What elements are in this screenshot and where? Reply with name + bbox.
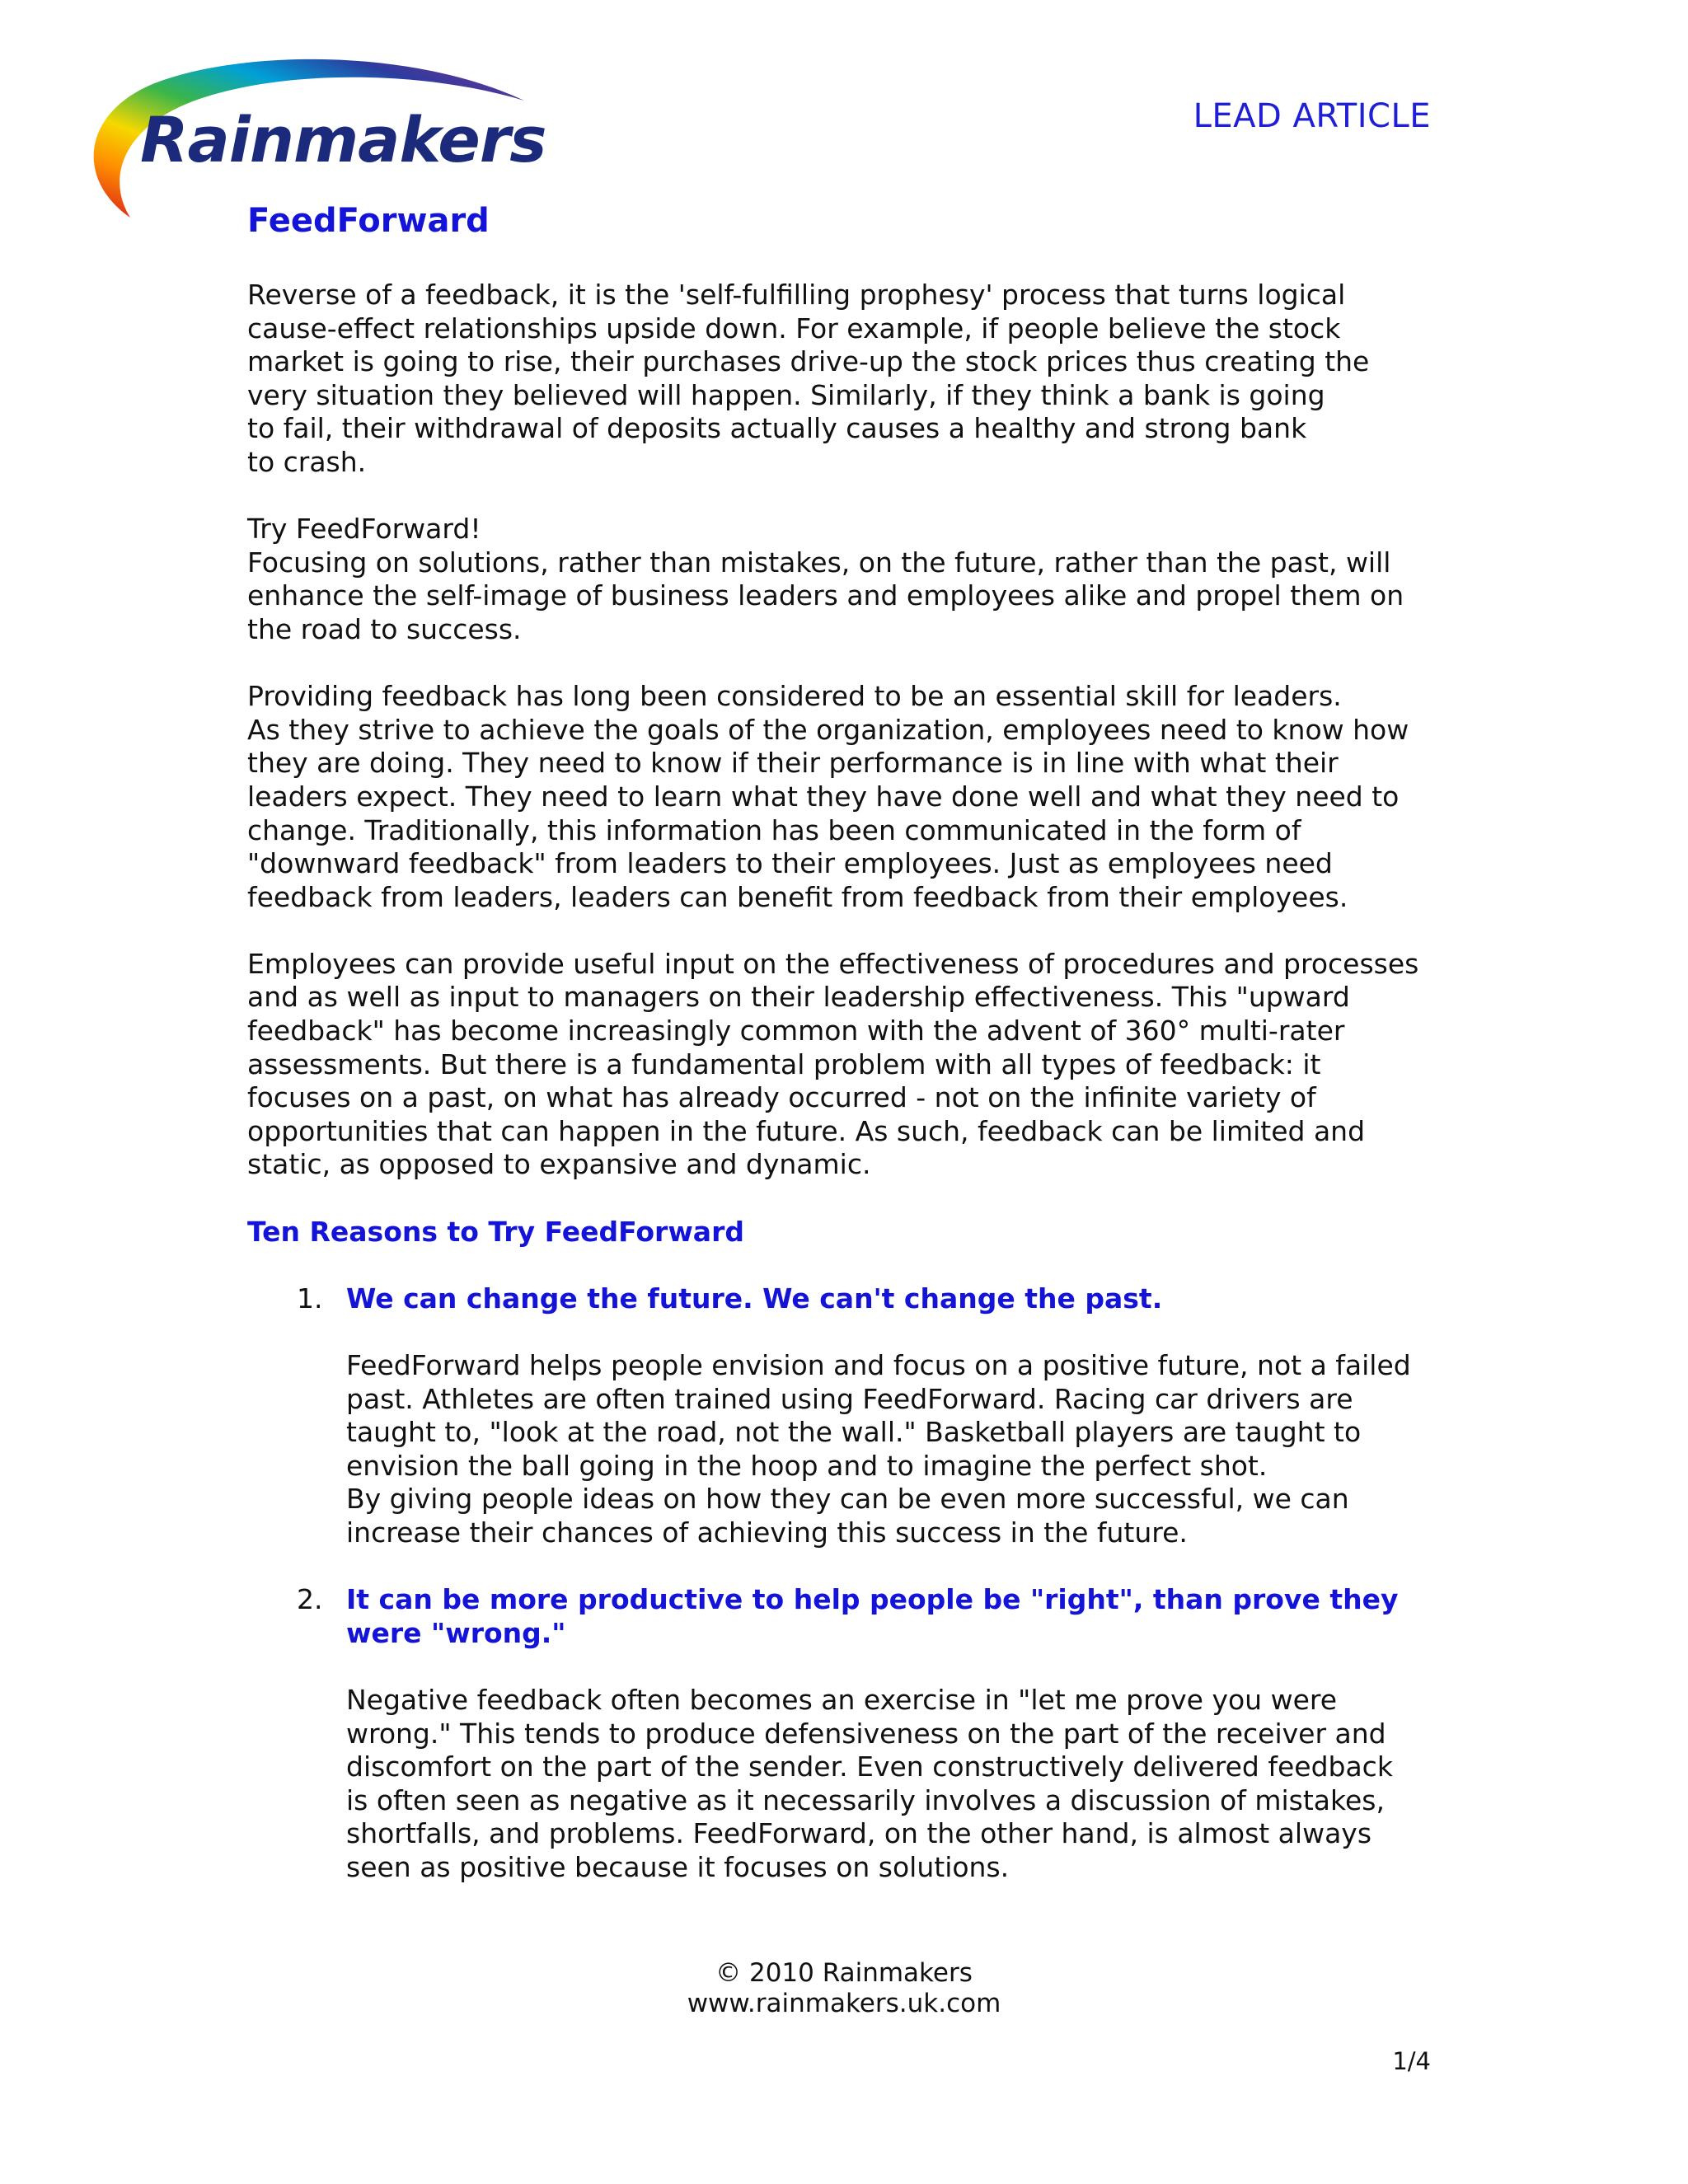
page-number: 1/4 (1392, 2047, 1431, 2075)
reasons-subheading: Ten Reasons to Try FeedForward (247, 1215, 744, 1248)
article-content (247, 199, 1451, 1918)
reason-body: FeedForward helps people envision and focus on a positive future, not a failed past. Athletes are often trained using FeedForward. Racing car drivers are taught to, "look at the road, not the wall." Basketball players are taught to envision the ball going in the hoop and to imagine the perfect shot. By giving people ideas on how they can be even more successful, we can increase their chances of achieving this success in the future. (346, 1349, 1411, 1549)
reason-heading: We can change the future. We can't change the past. (346, 1282, 1163, 1315)
page-footer (0, 1958, 1688, 2019)
website-link[interactable]: www.rainmakers.uk.com (687, 1989, 1001, 2018)
section-label: LEAD ARTICLE (1193, 97, 1431, 135)
article-title: FeedForward (247, 202, 490, 240)
logo-text: Rainmakers (140, 103, 546, 176)
reason-body: Negative feedback often becomes an exercise in "let me prove you were wrong." This tends to produce defensiveness on the part of the receiver and discomfort on the part of the sender. Even constructively delivered feedback is often seen as negative as it necessarily involves a discussion of mistakes, shortfalls, and problems. FeedForward, on the other hand, is almost always seen as positive because it focuses on solutions. (346, 1683, 1393, 1883)
feedback-paragraph: Providing feedback has long been considered to be an essential skill for leaders. As they strive to achieve the goals of the organization, employees need to know how they are doing. They need to know if their performance is in line with what their leaders expect. They need to learn what they have done well and what they need to change. Traditionally, this information has been communicated in the form of "downward feedback" from leaders to their employees. Just as employees need feedback from leaders, leaders can benefit from feedback from their employees. (247, 680, 1409, 913)
reason-number: 1. (297, 1282, 323, 1315)
reason-item (247, 1282, 1451, 1550)
reasons-list (247, 1282, 1451, 1885)
reason-heading: It can be more productive to help people be "right", than prove they were "wrong." (346, 1583, 1399, 1649)
try-feedforward-paragraph: Try FeedForward! Focusing on solutions, rather than mistakes, on the future, rather than the past, will enhance the self-image of business leaders and employees alike and propel them on the road to success. (247, 513, 1404, 645)
upward-feedback-paragraph: Employees can provide useful input on the effectiveness of procedures and processes and as well as input to managers on their leadership effectiveness. This "upward feedback" has become increasingly common with the advent of 360° multi-rater assessments. But there is a fundamental problem with all types of feedback: it focuses on a past, on what has already occurred - not on the infinite variety of opportunities that can happen in the future. As such, feedback can be limited and static, as opposed to expansive and dynamic. (247, 947, 1419, 1181)
intro-paragraph: Reverse of a feedback, it is the 'self-fulfilling prophesy' process that turns logical cause-effect relationships upside down. For example, if people believe the stock market is going to rise, their purchases drive-up the stock prices thus creating the very situation they believed will happen. Similarly, if they think a bank is going to fail, their withdrawal of deposits actually causes a healthy and strong bank to crash. (247, 279, 1370, 478)
reason-number: 2. (297, 1583, 323, 1616)
reason-item (247, 1583, 1451, 1884)
copyright-text: © 2010 Rainmakers (715, 1958, 973, 1988)
